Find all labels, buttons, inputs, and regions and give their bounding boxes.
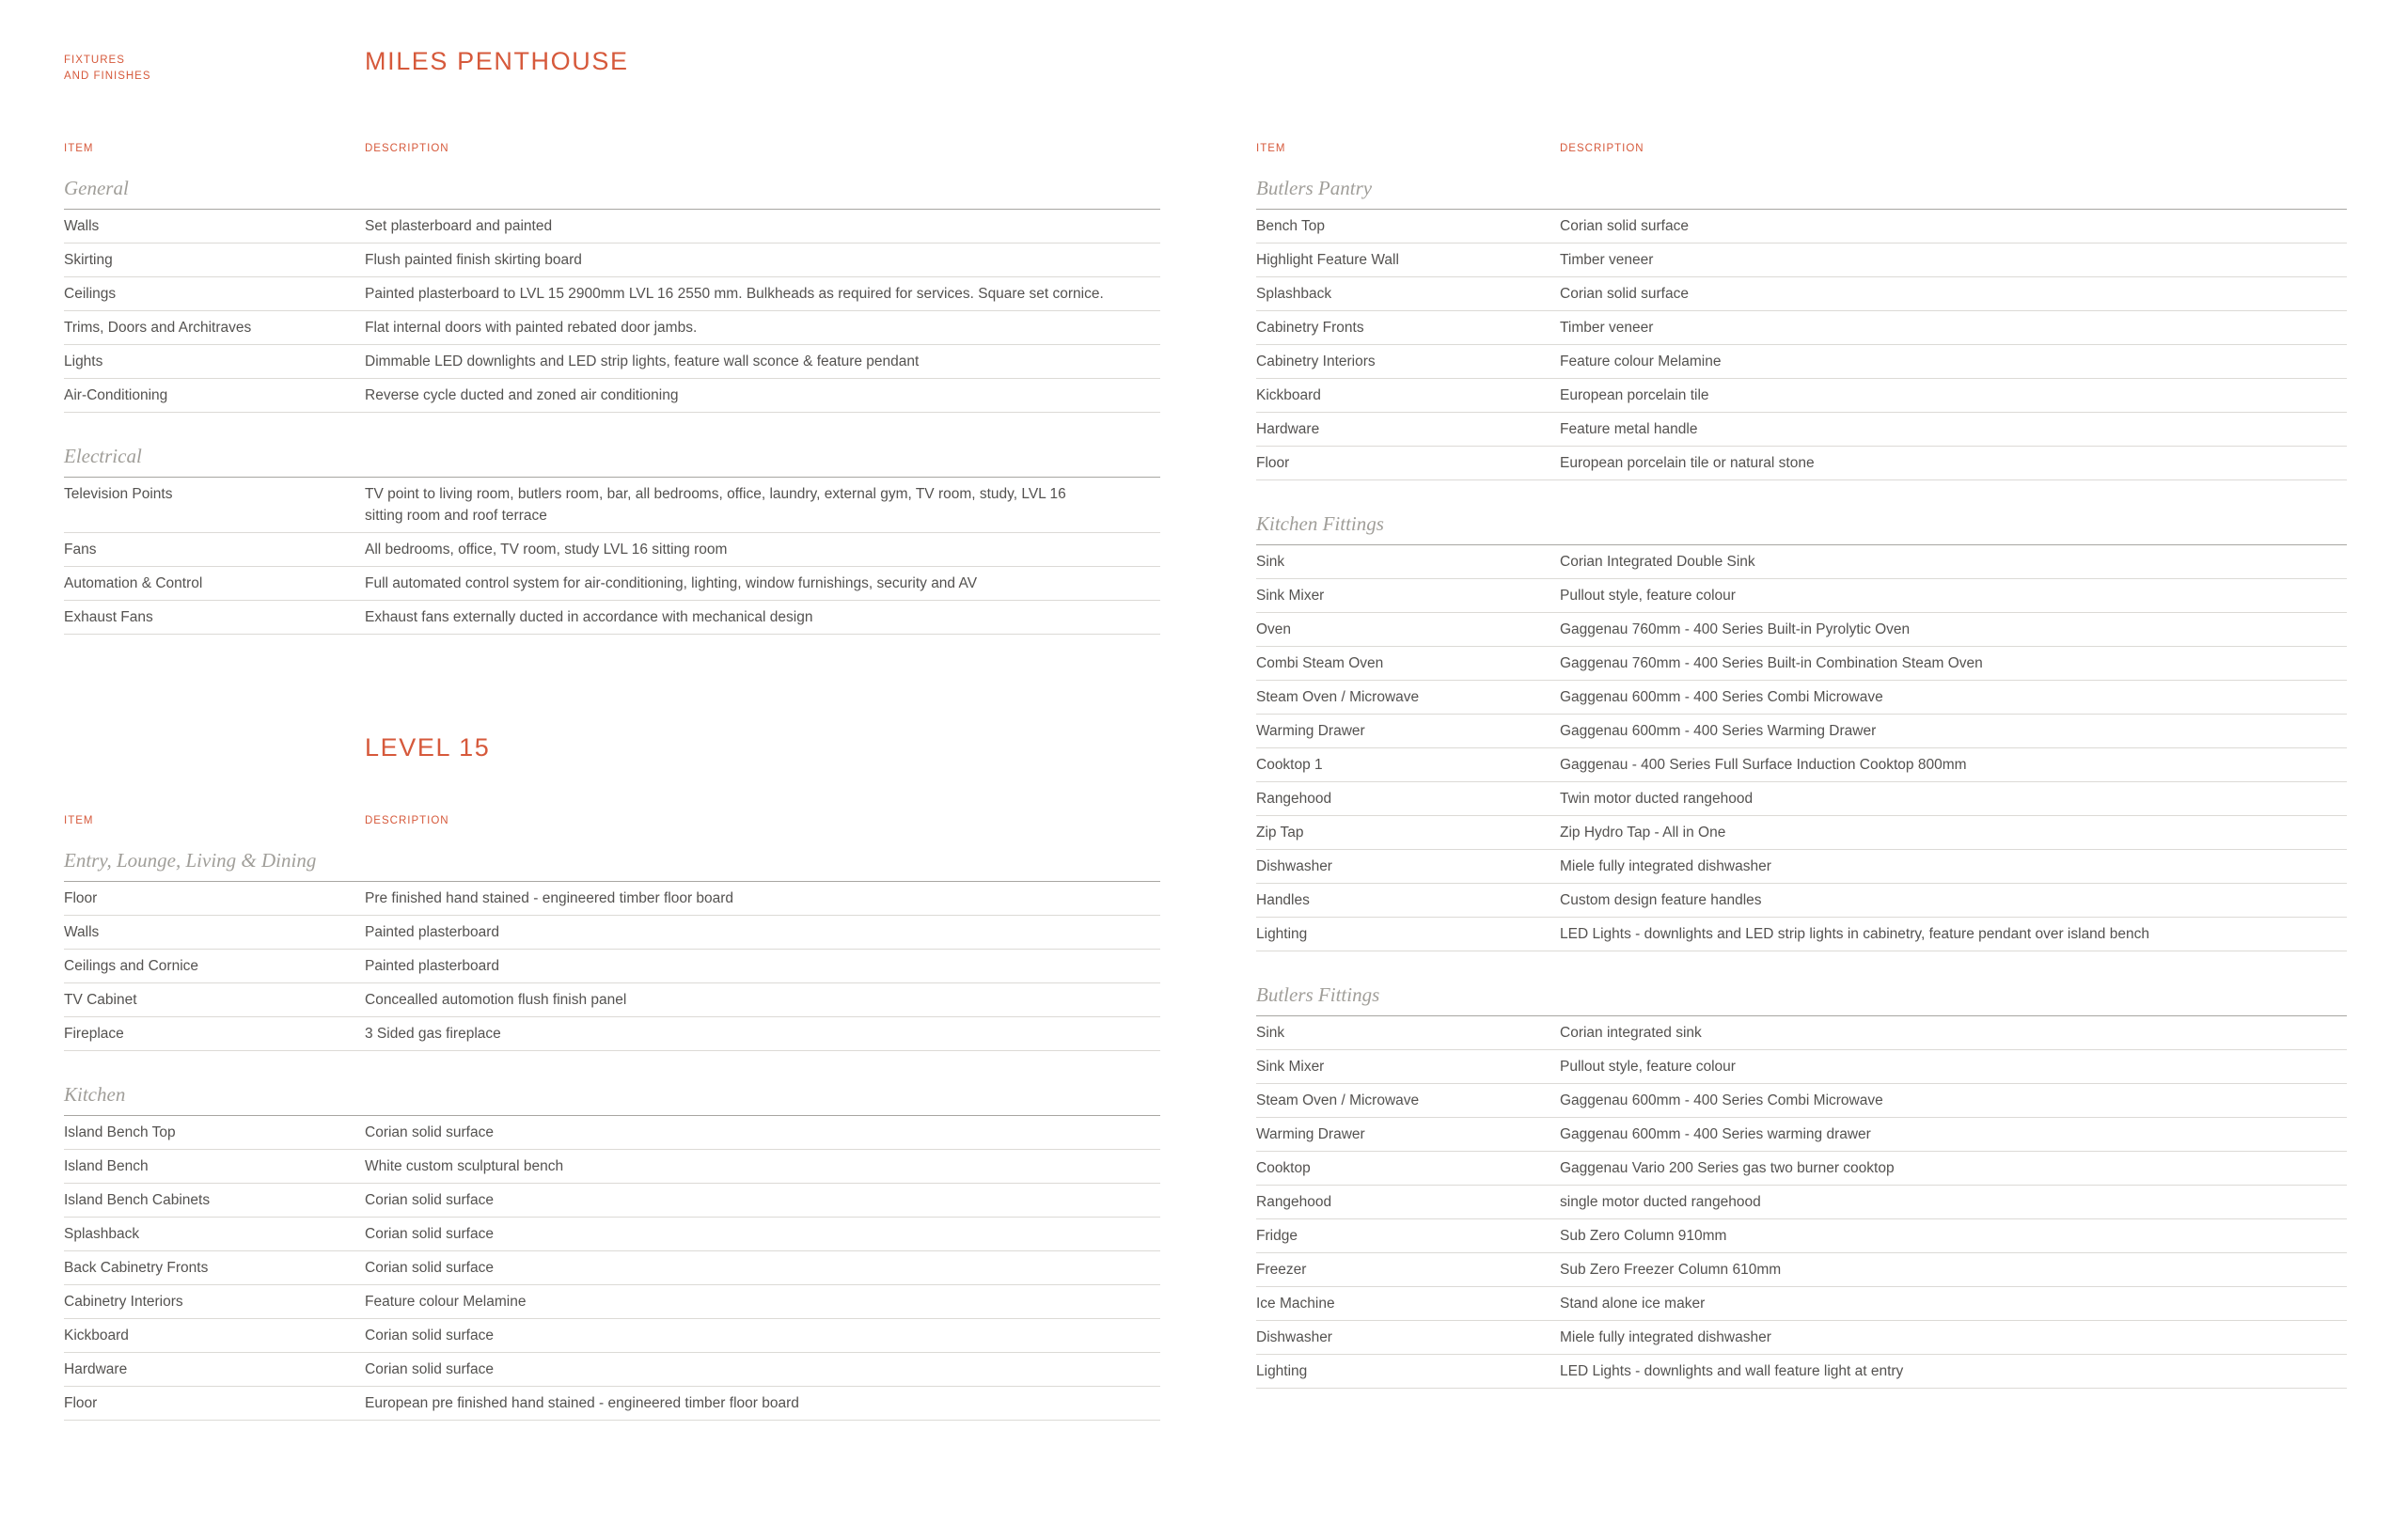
table-row — [64, 1150, 1160, 1184]
item-cell: Fridge — [1256, 1228, 1298, 1244]
document-category-line2: AND FINISHES — [64, 71, 151, 82]
spec-section — [64, 445, 1160, 635]
description-cell: single motor ducted rangehood — [1560, 1194, 1761, 1210]
description-cell: Corian solid surface — [1560, 286, 1689, 302]
table-row — [1256, 210, 2347, 244]
table-row — [1256, 748, 2347, 782]
description-cell: Gaggenau Vario 200 Series gas two burner cooktop — [1560, 1160, 1895, 1176]
description-cell: Corian solid surface — [365, 1192, 494, 1208]
description-cell: Feature colour Melamine — [1560, 354, 1722, 369]
item-cell: TV Cabinet — [64, 992, 137, 1008]
section-heading: Butlers Fittings — [1256, 983, 2347, 1016]
table-row — [64, 1387, 1160, 1421]
table-row — [1256, 244, 2347, 277]
description-cell: Timber veneer — [1560, 320, 1654, 336]
table-row — [1256, 850, 2347, 884]
description-cell: Gaggenau 600mm - 400 Series Warming Drawer — [1560, 723, 1877, 739]
description-cell: Twin motor ducted rangehood — [1560, 791, 1754, 807]
table-column-headers — [64, 141, 1160, 156]
description-cell: Corian solid surface — [365, 1328, 494, 1344]
item-cell: Sink Mixer — [1256, 588, 1325, 604]
table-row — [64, 1251, 1160, 1285]
table-row — [1256, 1219, 2347, 1253]
left-column — [64, 49, 1160, 1421]
table-row — [64, 533, 1160, 567]
description-cell: Gaggenau 760mm - 400 Series Built-in Combination Steam Oven — [1560, 655, 1983, 671]
table-row — [1256, 715, 2347, 748]
table-row — [64, 244, 1160, 277]
table-row — [64, 1218, 1160, 1251]
item-cell: Handles — [1256, 892, 1310, 908]
table-row — [1256, 647, 2347, 681]
description-cell: Full automated control system for air-conditioning, lighting, window furnishings, security and AV — [365, 575, 978, 591]
table-row — [64, 478, 1160, 533]
spec-block — [64, 735, 1160, 1421]
spec-block — [64, 49, 1160, 635]
item-cell: Steam Oven / Microwave — [1256, 689, 1420, 705]
description-cell: Corian solid surface — [365, 1361, 494, 1377]
description-cell: Gaggenau 760mm - 400 Series Built-in Pyrolytic Oven — [1560, 621, 1911, 637]
item-cell: Walls — [64, 924, 100, 940]
description-cell: TV point to living room, butlers room, bar, all bedrooms, office, laundry, external gym, TV room, study, LVL 16 sitting room and roof terrace — [365, 486, 1066, 524]
item-cell: Cabinetry Interiors — [64, 1294, 183, 1310]
item-cell: Trims, Doors and Architraves — [64, 320, 252, 336]
item-cell: Sink — [1256, 554, 1285, 570]
table-row — [64, 1353, 1160, 1387]
item-cell: Cooktop 1 — [1256, 757, 1323, 773]
description-cell: Custom design feature handles — [1560, 892, 1762, 908]
table-row — [1256, 681, 2347, 715]
description-cell: Concealled automotion flush finish panel — [365, 992, 627, 1008]
table-row — [1256, 816, 2347, 850]
table-row — [1256, 579, 2347, 613]
section-rows — [64, 478, 1160, 635]
item-cell: Walls — [64, 218, 100, 234]
item-cell: Combi Steam Oven — [1256, 655, 1384, 671]
item-cell: Exhaust Fans — [64, 609, 153, 625]
section-rows — [64, 1116, 1160, 1421]
description-cell: European pre finished hand stained - engineered timber floor board — [365, 1395, 799, 1411]
description-cell: European porcelain tile or natural stone — [1560, 455, 1815, 471]
section-heading: Kitchen — [64, 1083, 1160, 1116]
item-cell: Fireplace — [64, 1026, 124, 1042]
description-cell: Stand alone ice maker — [1560, 1296, 1706, 1312]
section-heading: Kitchen Fittings — [1256, 512, 2347, 545]
item-cell: Warming Drawer — [1256, 1126, 1365, 1142]
item-cell: Hardware — [64, 1361, 128, 1377]
table-row — [64, 1285, 1160, 1319]
description-cell: Flush painted finish skirting board — [365, 252, 582, 268]
item-cell: Automation & Control — [64, 575, 203, 591]
table-row — [64, 567, 1160, 601]
item-cell: Dishwasher — [1256, 858, 1332, 874]
item-cell: Ceilings — [64, 286, 117, 302]
description-cell: Reverse cycle ducted and zoned air conditioning — [365, 387, 679, 403]
item-cell: Floor — [1256, 455, 1290, 471]
table-row — [1256, 1016, 2347, 1050]
item-cell: Rangehood — [1256, 791, 1332, 807]
item-cell: Skirting — [64, 252, 113, 268]
table-row — [1256, 918, 2347, 951]
description-cell: Gaggenau 600mm - 400 Series warming drawer — [1560, 1126, 1871, 1142]
description-cell: Timber veneer — [1560, 252, 1654, 268]
table-row — [1256, 1253, 2347, 1287]
item-cell: Zip Tap — [1256, 825, 1304, 841]
table-row — [1256, 413, 2347, 447]
table-column-headers — [64, 813, 1160, 828]
table-row — [1256, 1355, 2347, 1389]
section-heading: Butlers Pantry — [1256, 177, 2347, 210]
description-cell: Miele fully integrated dishwasher — [1560, 858, 1771, 874]
table-row — [64, 210, 1160, 244]
description-cell: Gaggenau 600mm - 400 Series Combi Microwave — [1560, 689, 1883, 705]
item-cell: Air-Conditioning — [64, 387, 168, 403]
table-row — [1256, 1186, 2347, 1219]
item-cell: Sink Mixer — [1256, 1059, 1325, 1075]
item-cell: Lights — [64, 354, 103, 369]
table-row — [64, 1017, 1160, 1051]
right-column — [1256, 49, 2347, 1389]
table-row — [64, 916, 1160, 950]
item-cell: Steam Oven / Microwave — [1256, 1092, 1420, 1108]
table-row — [1256, 345, 2347, 379]
section-rows — [1256, 1016, 2347, 1389]
table-row — [1256, 447, 2347, 480]
table-row — [1256, 884, 2347, 918]
item-cell: Back Cabinetry Fronts — [64, 1260, 209, 1276]
description-cell: Zip Hydro Tap - All in One — [1560, 825, 1726, 841]
description-cell: Painted plasterboard to LVL 15 2900mm LVL 16 2550 mm. Bulkheads as required for services. Square set cornice. — [365, 286, 1104, 302]
item-cell: Ice Machine — [1256, 1296, 1335, 1312]
description-column-header: DESCRIPTION — [1560, 143, 1644, 154]
section-heading: General — [64, 177, 1160, 210]
table-row — [1256, 1152, 2347, 1186]
description-column-header: DESCRIPTION — [365, 815, 449, 826]
section-heading: Electrical — [64, 445, 1160, 478]
table-row — [64, 1184, 1160, 1218]
description-cell: Painted plasterboard — [365, 924, 500, 940]
item-cell: Lighting — [1256, 926, 1308, 942]
item-cell: Highlight Feature Wall — [1256, 252, 1399, 268]
description-cell: Corian solid surface — [365, 1226, 494, 1242]
description-cell: Corian Integrated Double Sink — [1560, 554, 1755, 570]
spec-section — [1256, 512, 2347, 951]
item-cell: Floor — [64, 1395, 98, 1411]
description-cell: Set plasterboard and painted — [365, 218, 553, 234]
spec-section — [1256, 983, 2347, 1389]
description-cell: Sub Zero Column 910mm — [1560, 1228, 1727, 1244]
description-cell: Sub Zero Freezer Column 610mm — [1560, 1262, 1782, 1278]
description-cell: Corian integrated sink — [1560, 1025, 1702, 1041]
spec-section — [64, 177, 1160, 413]
item-cell: Hardware — [1256, 421, 1320, 437]
spec-section — [64, 1083, 1160, 1421]
description-cell: Miele fully integrated dishwasher — [1560, 1329, 1771, 1345]
section-rows — [1256, 545, 2347, 951]
table-row — [64, 277, 1160, 311]
item-cell: Cooktop — [1256, 1160, 1311, 1176]
item-cell: Ceilings and Cornice — [64, 958, 199, 974]
table-row — [64, 1116, 1160, 1150]
spec-section — [64, 849, 1160, 1051]
item-column-header: ITEM — [64, 143, 94, 154]
item-cell: Floor — [64, 890, 98, 906]
description-cell: Feature colour Melamine — [365, 1294, 527, 1310]
table-row — [1256, 379, 2347, 413]
table-row — [64, 379, 1160, 413]
description-cell: Pre finished hand stained - engineered timber floor board — [365, 890, 734, 906]
item-cell: Bench Top — [1256, 218, 1325, 234]
item-cell: Splashback — [64, 1226, 140, 1242]
block-title: LEVEL 15 — [365, 733, 491, 762]
item-cell: Cabinetry Interiors — [1256, 354, 1376, 369]
table-row — [64, 983, 1160, 1017]
description-cell: All bedrooms, office, TV room, study LVL 16 sitting room — [365, 542, 728, 558]
table-row — [64, 311, 1160, 345]
item-cell: Lighting — [1256, 1363, 1308, 1379]
block-title: MILES PENTHOUSE — [365, 47, 629, 75]
table-row — [1256, 1050, 2347, 1084]
description-column-header: DESCRIPTION — [365, 143, 449, 154]
description-cell: Pullout style, feature colour — [1560, 588, 1736, 604]
section-heading: Entry, Lounge, Living & Dining — [64, 849, 1160, 882]
item-cell: Warming Drawer — [1256, 723, 1365, 739]
description-cell: Gaggenau 600mm - 400 Series Combi Microwave — [1560, 1092, 1883, 1108]
description-cell: Corian solid surface — [1560, 218, 1689, 234]
table-row — [1256, 782, 2347, 816]
description-cell: Painted plasterboard — [365, 958, 500, 974]
table-row — [64, 345, 1160, 379]
item-cell: Oven — [1256, 621, 1292, 637]
table-row — [1256, 311, 2347, 345]
description-cell: LED Lights - downlights and LED strip lights in cabinetry, feature pendant over island bench — [1560, 926, 2149, 942]
description-cell: Corian solid surface — [365, 1124, 494, 1140]
item-cell: Dishwasher — [1256, 1329, 1332, 1345]
spec-section — [1256, 177, 2347, 480]
item-cell: Fans — [64, 542, 97, 558]
table-row — [1256, 1084, 2347, 1118]
item-cell: Splashback — [1256, 286, 1332, 302]
description-cell: Flat internal doors with painted rebated door jambs. — [365, 320, 698, 336]
item-column-header: ITEM — [64, 815, 94, 826]
item-cell: Kickboard — [1256, 387, 1321, 403]
table-row — [1256, 1118, 2347, 1152]
table-row — [64, 882, 1160, 916]
description-cell: European porcelain tile — [1560, 387, 1709, 403]
description-cell: Gaggenau - 400 Series Full Surface Induction Cooktop 800mm — [1560, 757, 1967, 773]
item-cell: Island Bench — [64, 1158, 149, 1174]
table-row — [1256, 545, 2347, 579]
table-row — [1256, 277, 2347, 311]
table-row — [1256, 1321, 2347, 1355]
description-cell: 3 Sided gas fireplace — [365, 1026, 501, 1042]
description-cell: Feature metal handle — [1560, 421, 1698, 437]
description-cell: Pullout style, feature colour — [1560, 1059, 1736, 1075]
description-cell: LED Lights - downlights and wall feature light at entry — [1560, 1363, 1904, 1379]
section-rows — [64, 210, 1160, 413]
table-row — [1256, 613, 2347, 647]
description-cell: Corian solid surface — [365, 1260, 494, 1276]
description-cell: Dimmable LED downlights and LED strip lights, feature wall sconce & feature pendant — [365, 354, 920, 369]
item-cell: Island Bench Cabinets — [64, 1192, 211, 1208]
section-rows — [1256, 210, 2347, 480]
table-column-headers — [1256, 141, 2347, 156]
item-cell: Island Bench Top — [64, 1124, 176, 1140]
table-row — [1256, 1287, 2347, 1321]
table-row — [64, 950, 1160, 983]
description-cell: Exhaust fans externally ducted in accordance with mechanical design — [365, 609, 813, 625]
item-cell: Cabinetry Fronts — [1256, 320, 1364, 336]
document-category-line1: FIXTURES — [64, 55, 125, 66]
item-cell: Sink — [1256, 1025, 1285, 1041]
table-row — [64, 1319, 1160, 1353]
item-cell: Kickboard — [64, 1328, 129, 1344]
description-cell: White custom sculptural bench — [365, 1158, 564, 1174]
item-column-header: ITEM — [1256, 143, 1286, 154]
section-rows — [64, 882, 1160, 1051]
table-row — [64, 601, 1160, 635]
item-cell: Freezer — [1256, 1262, 1307, 1278]
item-cell: Television Points — [64, 486, 173, 502]
item-cell: Rangehood — [1256, 1194, 1332, 1210]
spec-block — [1256, 141, 2347, 1389]
